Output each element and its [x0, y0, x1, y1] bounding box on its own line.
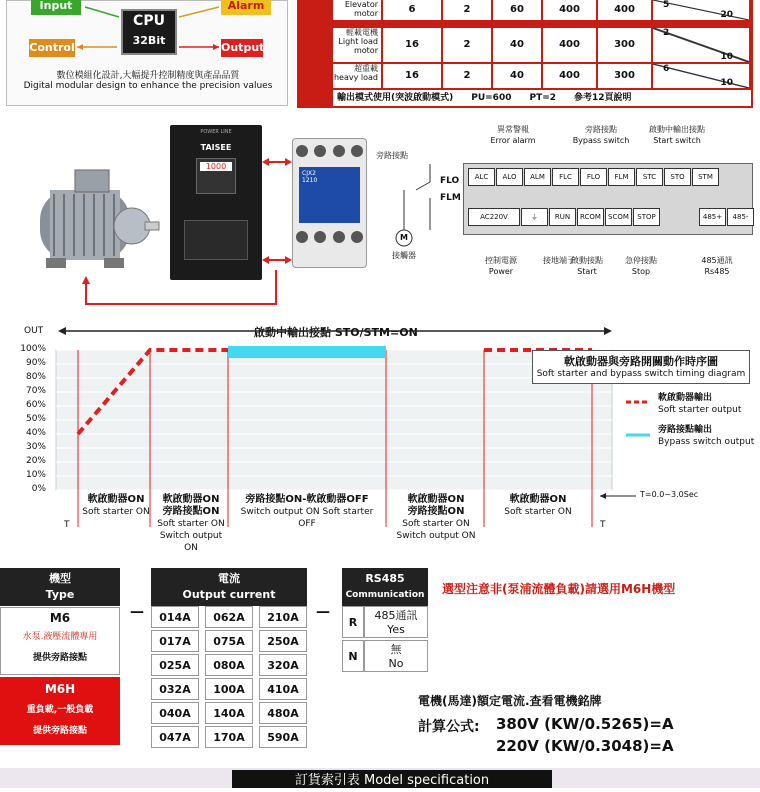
event-label-zh: 軟啟動器ON	[162, 494, 220, 505]
spec-cell: 300	[598, 64, 651, 88]
spec-footer-pt: PT=2	[529, 93, 557, 103]
flm-label: FLM	[440, 193, 461, 203]
spec-cell: 6	[383, 0, 441, 20]
m6-desc: 水泵.液壓流體專用	[22, 632, 98, 642]
spec-footer-pu: PU=600	[471, 93, 512, 103]
control-block: Control	[29, 39, 75, 57]
terminal-stm: STM	[692, 168, 719, 186]
motor-symbol: M	[400, 233, 408, 242]
event-label	[232, 494, 382, 530]
legend-soft-zh: 軟啟動器輸出	[658, 393, 713, 403]
dash-2: —	[316, 604, 330, 620]
chart-title-box	[532, 350, 750, 384]
spec-diag-cell	[653, 0, 749, 20]
terminal-bottom-label	[689, 255, 745, 277]
y-tick-label: 50%	[25, 414, 46, 424]
event-label-en: Soft starter ON	[82, 507, 150, 517]
y-tick-label: 90%	[25, 358, 46, 368]
event-label-zh: 軟啟動器ON	[509, 494, 567, 505]
terminal-group-label	[631, 124, 723, 146]
spec-footer	[333, 90, 751, 106]
terminal-alm: ALM	[524, 168, 551, 186]
y-tick-label: 100%	[20, 344, 46, 354]
spec-diag-cell	[653, 28, 749, 62]
terminal-alo: ALO	[496, 168, 523, 186]
current-option: 590A	[259, 726, 307, 748]
cpu-diagram-panel	[6, 0, 288, 106]
spec-diag-top: 6	[663, 64, 670, 74]
spec-diag-cell	[653, 64, 749, 88]
feedback-line	[80, 268, 280, 308]
spec-row-name: 輕載電機 Light load motor	[333, 28, 381, 62]
event-label-en: Switch output ON Soft starter OFF	[240, 507, 374, 529]
terminal-bottom: RUN	[549, 208, 576, 226]
terminal-bottom: ⏚	[521, 208, 548, 226]
m6-desc2: 提供旁路接點	[32, 653, 87, 663]
motor-image	[20, 160, 160, 280]
alarm-block: Alarm	[221, 0, 271, 15]
rs485-header-sub: Communication	[345, 590, 425, 600]
event-label-zh: 軟啟動器ON	[87, 494, 145, 505]
current-header-zh: 電流	[218, 572, 240, 585]
current-header	[151, 568, 307, 606]
note-en: Digital modular design to enhance the precision values	[23, 81, 273, 91]
event-label-en: Soft starter ON	[402, 519, 470, 529]
event-label-en: Soft starter ON	[504, 507, 572, 517]
terminal-alc: ALC	[468, 168, 495, 186]
terminal-bottom: 485-	[727, 208, 754, 226]
rs485-option-zh: 無	[390, 643, 402, 656]
soft-starter-unit	[170, 125, 262, 280]
rs485-code: R	[342, 606, 364, 638]
terminal-bottom-label	[613, 255, 669, 277]
current-option: 210A	[259, 606, 307, 628]
terminal-bottom: SCOM	[605, 208, 632, 226]
contactor-image	[292, 138, 367, 268]
timing-diagram	[0, 322, 760, 553]
current-option: 250A	[259, 630, 307, 652]
event-label-en2: Switch output ON	[159, 531, 223, 553]
unit-header: POWER LINE	[200, 129, 232, 135]
legend-soft	[658, 392, 741, 416]
dash-1: —	[130, 604, 144, 620]
terminal-group-label-en: Error alarm	[490, 136, 536, 145]
unit-terminal-block	[184, 220, 248, 260]
event-label-zh: 旁路接點ON-軟啟動器OFF	[245, 494, 369, 505]
flo-label: FLO	[440, 176, 460, 186]
spec-cell: 300	[598, 28, 651, 62]
banner-arrow-head-left	[58, 327, 66, 335]
spec-footer-ref: 參考12頁說明	[574, 93, 632, 103]
y-tick-label: 0%	[31, 484, 46, 494]
type-header-en: Type	[45, 588, 75, 601]
unit-display: 1000	[200, 162, 232, 171]
formula-380: 380V (KW/0.5265)=A	[496, 715, 674, 733]
spec-cell: 400	[543, 28, 596, 62]
y-tick-label: 30%	[25, 442, 46, 452]
event-label	[80, 494, 152, 518]
bypass-wiring	[380, 160, 440, 260]
rs485-option	[364, 606, 428, 638]
terminal-bottom-label-zh: 接地端子	[543, 256, 575, 265]
t-right-label: T	[600, 520, 606, 530]
y-tick-label: 60%	[25, 400, 46, 410]
spec-cell: 400	[543, 64, 596, 88]
current-option: 075A	[205, 630, 253, 652]
spec-footer-mode: 輸出模式使用(突波啟動模式)	[337, 93, 454, 103]
rs485-option-zh: 485通訊	[374, 609, 418, 622]
cpu-bits-label: 32Bit	[132, 34, 166, 47]
current-option: 047A	[151, 726, 199, 748]
rs485-header	[342, 568, 428, 606]
y-tick-label: 80%	[25, 372, 46, 382]
terminal-stc: STC	[636, 168, 663, 186]
bypass-output-band	[228, 346, 386, 358]
cpu-label: CPU	[133, 13, 165, 29]
spec-cell: 40	[493, 28, 541, 62]
contactor-model: CJX2 1210	[299, 167, 360, 223]
terminal-bottom-label-zh: 485通訊	[701, 256, 733, 265]
terminal-bottom-label-en: Stop	[631, 267, 651, 276]
note-zh: 數位模組化設計,大幅提升控制精度與產品品質	[56, 71, 240, 81]
terminal-group-label-en: Bypass switch	[572, 136, 630, 145]
rs485-option-en: Yes	[387, 623, 405, 636]
event-label	[152, 494, 230, 554]
terminal-bottom-label-zh: 控制電源	[485, 256, 517, 265]
formula-label: 計算公式:	[418, 719, 480, 735]
spec-diag-top: 2	[663, 28, 670, 38]
current-option: 032A	[151, 678, 199, 700]
t-left-label: T	[64, 520, 70, 530]
bypass-label: 旁路接點	[376, 151, 408, 160]
terminal-bottom: AC220V	[468, 208, 520, 226]
rs485-code: N	[342, 640, 364, 672]
current-header-en: Output current	[182, 588, 276, 601]
y-tick-label: 40%	[25, 428, 46, 438]
m6h-desc: 重負載,一般負載	[26, 705, 94, 715]
y-tick-label: 10%	[25, 470, 46, 480]
terminal-top-labels	[463, 124, 753, 162]
formula-title: 電機(馬達)額定電流.查看電機銘牌	[418, 694, 602, 708]
spec-cell: 2	[443, 28, 491, 62]
rs485-option-en: No	[388, 657, 404, 670]
current-option: 025A	[151, 654, 199, 676]
cpu-arrows	[7, 1, 289, 71]
timing-banner: 啟動中輸出接點 STO/STM=ON	[250, 324, 422, 340]
y-tick-label: 20%	[25, 456, 46, 466]
current-option: 014A	[151, 606, 199, 628]
terminal-bottom-label-zh: 啟動接點	[571, 256, 603, 265]
terminal-group-label-zh: 異常警報	[497, 125, 529, 134]
input-block: Input	[31, 0, 81, 15]
m6-label: M6	[49, 611, 71, 625]
type-header	[0, 568, 120, 606]
event-label-en: Soft starter ON	[157, 519, 225, 529]
terminal-strip	[463, 163, 753, 235]
legend-bypass-en: Bypass switch output	[658, 437, 755, 447]
spec-cell: 400	[543, 0, 596, 20]
terminal-bottom-label	[473, 255, 529, 277]
rs485-header-label: RS485	[365, 572, 405, 585]
unit-display-panel	[196, 158, 236, 194]
spec-row-name: 超重載 heavy load	[333, 64, 381, 88]
m6h-desc2: 提供旁路接點	[32, 726, 87, 736]
warning-text: 選型注意非(泵浦流體負載)請選用M6H機型	[442, 582, 676, 596]
formula-220: 220V (KW/0.3048)=A	[496, 737, 674, 755]
current-option: 017A	[151, 630, 199, 652]
current-option: 062A	[205, 606, 253, 628]
spec-row-name: Elevator motor	[333, 0, 381, 20]
current-option: 410A	[259, 678, 307, 700]
current-option: 080A	[205, 654, 253, 676]
terminal-bottom-label	[559, 255, 615, 277]
spec-diag-top: 5	[663, 0, 670, 10]
terminal-flm: FLM	[608, 168, 635, 186]
chart-title-zh: 軟啟動器與旁路開關動作時序圖	[564, 355, 718, 368]
terminal-bottom-label-en: Power	[488, 267, 514, 276]
current-option: 140A	[205, 702, 253, 724]
spec-cell: 400	[598, 0, 651, 20]
terminal-bottom-label-en: Rs485	[704, 267, 730, 276]
type-header-zh: 機型	[49, 572, 71, 585]
out-label: OUT	[24, 326, 44, 336]
terminal-flc: FLC	[552, 168, 579, 186]
banner-arrow-head-right	[604, 327, 612, 335]
spec-cell: 16	[383, 64, 441, 88]
wiring-arrows	[262, 150, 292, 270]
terminal-bottom-label-en: Start	[577, 267, 597, 276]
spec-diag-bot: 20	[720, 10, 733, 20]
event-label	[496, 494, 580, 518]
m6-box	[0, 607, 120, 675]
legend-bypass-zh: 旁路接點輸出	[658, 425, 713, 435]
terminal-bottom: 485+	[699, 208, 726, 226]
terminal-bottom-labels	[463, 255, 753, 295]
event-label-en2: Switch output ON	[396, 531, 476, 541]
event-label	[394, 494, 478, 542]
t-arrow-head	[600, 493, 606, 499]
spec-cell: 16	[383, 28, 441, 62]
legend-soft-en: Soft starter output	[658, 405, 742, 415]
model-spec-banner: 訂貨索引表 Model specification	[232, 770, 552, 788]
current-option: 320A	[259, 654, 307, 676]
terminal-sto: STO	[664, 168, 691, 186]
spec-cell: 2	[443, 64, 491, 88]
chart-title-en: Soft starter and bypass switch timing diagram	[536, 369, 746, 379]
terminal-group-label	[467, 124, 559, 146]
m6h-box	[0, 677, 120, 745]
contactor-label: 接觸器	[392, 251, 416, 260]
current-option: 480A	[259, 702, 307, 724]
spec-table	[333, 0, 751, 88]
current-option: 170A	[205, 726, 253, 748]
event-label-zh2: 旁路接點ON	[162, 506, 220, 517]
spec-cell: 2	[443, 0, 491, 20]
terminal-group-label-zh: 啟動中輸出接點	[649, 125, 705, 134]
y-tick-label: 70%	[25, 386, 46, 396]
terminal-group-label-zh: 旁路接點	[585, 125, 617, 134]
event-label-zh2: 旁路接點ON	[407, 506, 465, 517]
m6h-label: M6H	[44, 682, 76, 696]
terminal-flo: FLO	[580, 168, 607, 186]
output-block: Output	[221, 39, 263, 57]
spec-cell: 40	[493, 64, 541, 88]
unit-brand: TAISEE	[200, 143, 232, 152]
spec-diag-bot: 10	[720, 78, 733, 88]
terminal-bottom: STOP	[633, 208, 660, 226]
t-note: T=0.0~3.0Sec	[640, 490, 699, 499]
spec-cell: 60	[493, 0, 541, 20]
current-option: 040A	[151, 702, 199, 724]
spec-diag-bot: 10	[720, 52, 733, 62]
rs485-option	[364, 640, 428, 672]
legend-bypass	[658, 424, 754, 448]
event-label-zh: 軟啟動器ON	[407, 494, 465, 505]
terminal-bottom: RCOM	[577, 208, 604, 226]
current-option: 100A	[205, 678, 253, 700]
terminal-bottom-label-zh: 急停接點	[625, 256, 657, 265]
terminal-group-label-en: Start switch	[653, 136, 701, 145]
